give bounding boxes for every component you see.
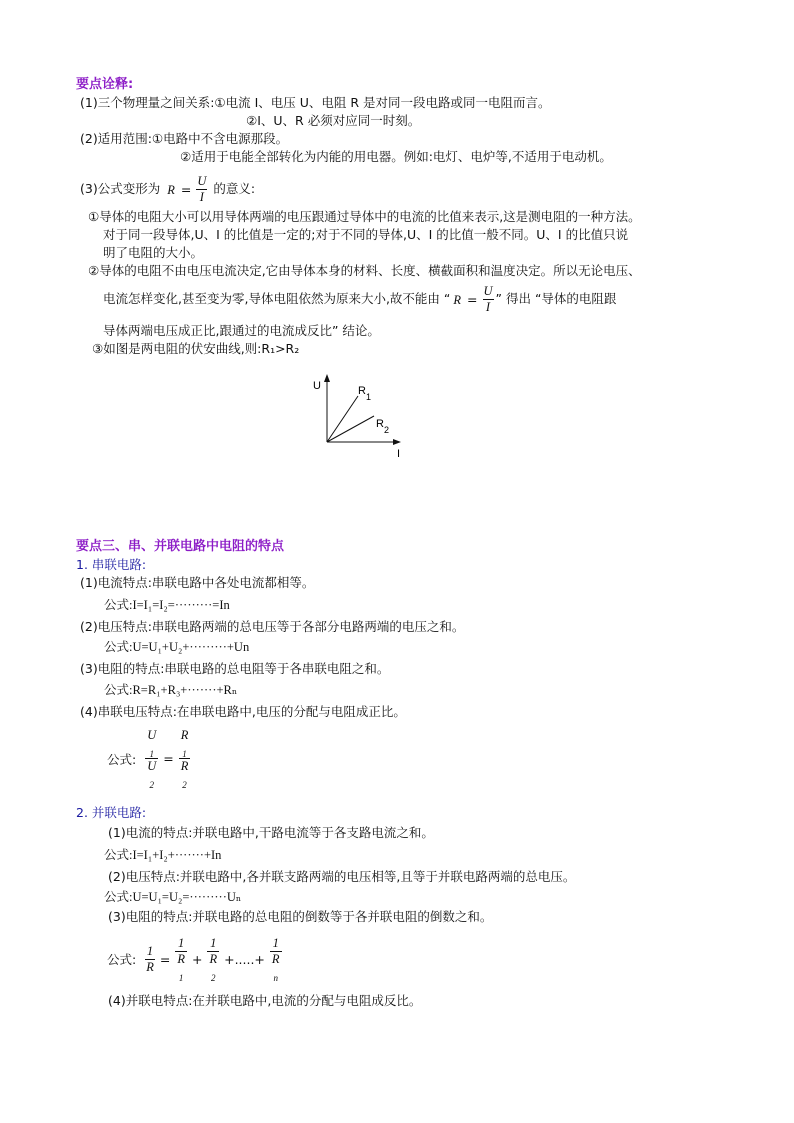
formula-plus: + <box>191 951 203 967</box>
section-heading-circuits: 要点三、串、并联电路中电阻的特点 <box>76 539 285 554</box>
formula-eq: = <box>163 751 174 766</box>
note-line: ②适用于电能全部转化为内能的用电器。例如:电灯、电炉等,不适用于电动机。 <box>180 149 612 164</box>
fraction-numerator <box>179 728 191 759</box>
formula-line <box>103 284 616 315</box>
series-formula: 公式:R=R₁+R₃+·······+Rₙ <box>104 683 238 697</box>
fraction-denominator: I <box>199 190 204 204</box>
formula-eq: = <box>467 291 478 307</box>
formula-fraction <box>145 728 158 789</box>
note-line: ②导体的电阻不由电压电流决定,它由导体本身的材料、长度、横截面积和温度决定。所以无论电压、 <box>88 263 641 278</box>
formula-label: 公式: <box>107 751 137 767</box>
formula-eq: = <box>159 951 171 967</box>
parallel-title: 2. 并联电路: <box>76 805 147 820</box>
fraction-numerator: 1 <box>207 936 219 952</box>
series-line: (4)串联电压特点:在串联电路中,电压的分配与电阻成正比。 <box>80 704 406 719</box>
r2-line <box>327 416 374 442</box>
vi-graph <box>300 372 420 462</box>
series-line: (1)电流特点:串联电路中各处电流都相等。 <box>80 575 315 590</box>
ratio-formula <box>104 728 192 789</box>
note-line: ②I、U、R 必须对应同一时刻。 <box>246 113 421 128</box>
symbol: U <box>147 728 157 742</box>
series-formula: 公式:U=U₁+U₂+·········+Un <box>104 640 250 654</box>
fraction-numerator: 1 <box>146 943 154 958</box>
formula-lhs: R <box>167 182 175 197</box>
fraction-denominator <box>270 952 282 982</box>
symbol: R <box>177 952 185 966</box>
subscript: 2 <box>211 973 216 983</box>
fraction-numerator: 1 <box>175 936 187 952</box>
formula-fraction <box>179 728 191 789</box>
formula-prefix: 电流怎样变化,甚至变为零,导体电阻依然为原来大小,故不能由 “ <box>103 291 451 306</box>
formula-ellipsis: +.....+ <box>224 951 265 967</box>
fraction-denominator: R <box>146 959 154 974</box>
formula-prefix: (3)公式变形为 <box>80 181 161 196</box>
r2-subscript: 2 <box>384 425 390 435</box>
formula-fraction <box>207 936 219 982</box>
symbol: R <box>180 728 189 742</box>
note-line: 对于同一段导体,U、I 的比值是一定的;对于不同的导体,U、I 的比值一般不同。U、I 的比值只说 <box>103 227 629 242</box>
fraction-denominator <box>145 759 158 789</box>
formula-fraction <box>196 174 207 205</box>
symbol: R <box>271 952 280 966</box>
y-axis-arrow-icon <box>324 374 330 382</box>
parallel-line: (4)并联电特点:在并联电路中,电流的分配与电阻成反比。 <box>108 993 422 1008</box>
subscript: 1 <box>182 749 187 759</box>
fraction-numerator: U <box>197 174 207 188</box>
x-axis-label: I <box>397 448 401 460</box>
x-axis-arrow-icon <box>393 439 401 445</box>
subscript: 1 <box>149 749 154 759</box>
reciprocal-formula <box>104 936 284 982</box>
subscript: n <box>273 973 278 983</box>
fraction-denominator <box>179 759 191 789</box>
note-line: 导体两端电压成正比,跟通过的电流成反比” 结论。 <box>103 323 380 338</box>
parallel-line: (2)电压特点:并联电路中,各并联支路两端的电压相等,且等于并联电路两端的总电压。 <box>108 869 576 884</box>
series-line: (2)电压特点:串联电路两端的总电压等于各部分电路两端的电压之和。 <box>80 619 465 634</box>
formula-line <box>80 174 255 205</box>
r1-line <box>327 396 358 442</box>
note-line: ①导体的电阻大小可以用导体两端的电压跟通过导体中的电流的比值来表示,这是测电阻的一种方法。 <box>88 209 641 224</box>
formula-fraction <box>175 936 187 982</box>
r2-label: R <box>376 418 384 430</box>
subscript: 2 <box>182 780 187 790</box>
note-line: 明了电阻的大小。 <box>103 245 204 260</box>
note-line: (1)三个物理量之间关系:①电流 I、电压 U、电阻 R 是对同一段电路或同一电阻而言。 <box>80 95 551 110</box>
note-line: (2)适用范围:①电路中不含电源那段。 <box>80 131 289 146</box>
y-axis-label: U <box>313 380 321 392</box>
parallel-line: (3)电阻的特点:并联电路的总电阻的倒数等于各并联电阻的倒数之和。 <box>108 909 493 924</box>
fraction-denominator <box>207 952 219 982</box>
note-line: ③如图是两电阻的伏安曲线,则:R₁>R₂ <box>92 341 300 356</box>
formula-label: 公式: <box>107 952 137 967</box>
r1-subscript: 1 <box>366 392 372 402</box>
fraction-numerator <box>145 728 158 759</box>
parallel-formula: 公式:I=I₁+I₂+·······+In <box>104 848 222 862</box>
fraction-denominator: I <box>485 300 491 314</box>
subscript: 1 <box>178 973 184 983</box>
series-line: (3)电阻的特点:串联电路的总电阻等于各串联电阻之和。 <box>80 661 390 676</box>
symbol: R <box>209 952 218 966</box>
formula-lhs: R <box>453 292 462 307</box>
formula-fraction <box>145 944 155 975</box>
fraction-numerator: 1 <box>270 936 282 952</box>
parallel-line: (1)电流的特点:并联电路中,干路电流等于各支路电流之和。 <box>108 825 434 840</box>
formula-suffix: 的意义: <box>213 181 256 196</box>
formula-fraction <box>483 284 494 315</box>
formula-suffix: ” 得出 “导体的电阻跟 <box>495 291 617 306</box>
r1-label: R <box>358 385 366 397</box>
symbol: R <box>180 759 189 773</box>
formula-eq: = <box>180 181 192 197</box>
series-title: 1. 串联电路: <box>76 557 147 572</box>
fraction-denominator <box>175 952 187 982</box>
parallel-formula: 公式:U=U₁=U₂=·········Uₙ <box>104 890 242 904</box>
symbol: U <box>147 759 157 773</box>
fraction-numerator: U <box>483 284 493 298</box>
section-heading-notes: 要点诠释: <box>76 77 134 92</box>
formula-fraction <box>270 936 282 982</box>
subscript: 2 <box>149 780 154 790</box>
series-formula: 公式:I=I₁=I₂=·········=In <box>104 598 230 612</box>
